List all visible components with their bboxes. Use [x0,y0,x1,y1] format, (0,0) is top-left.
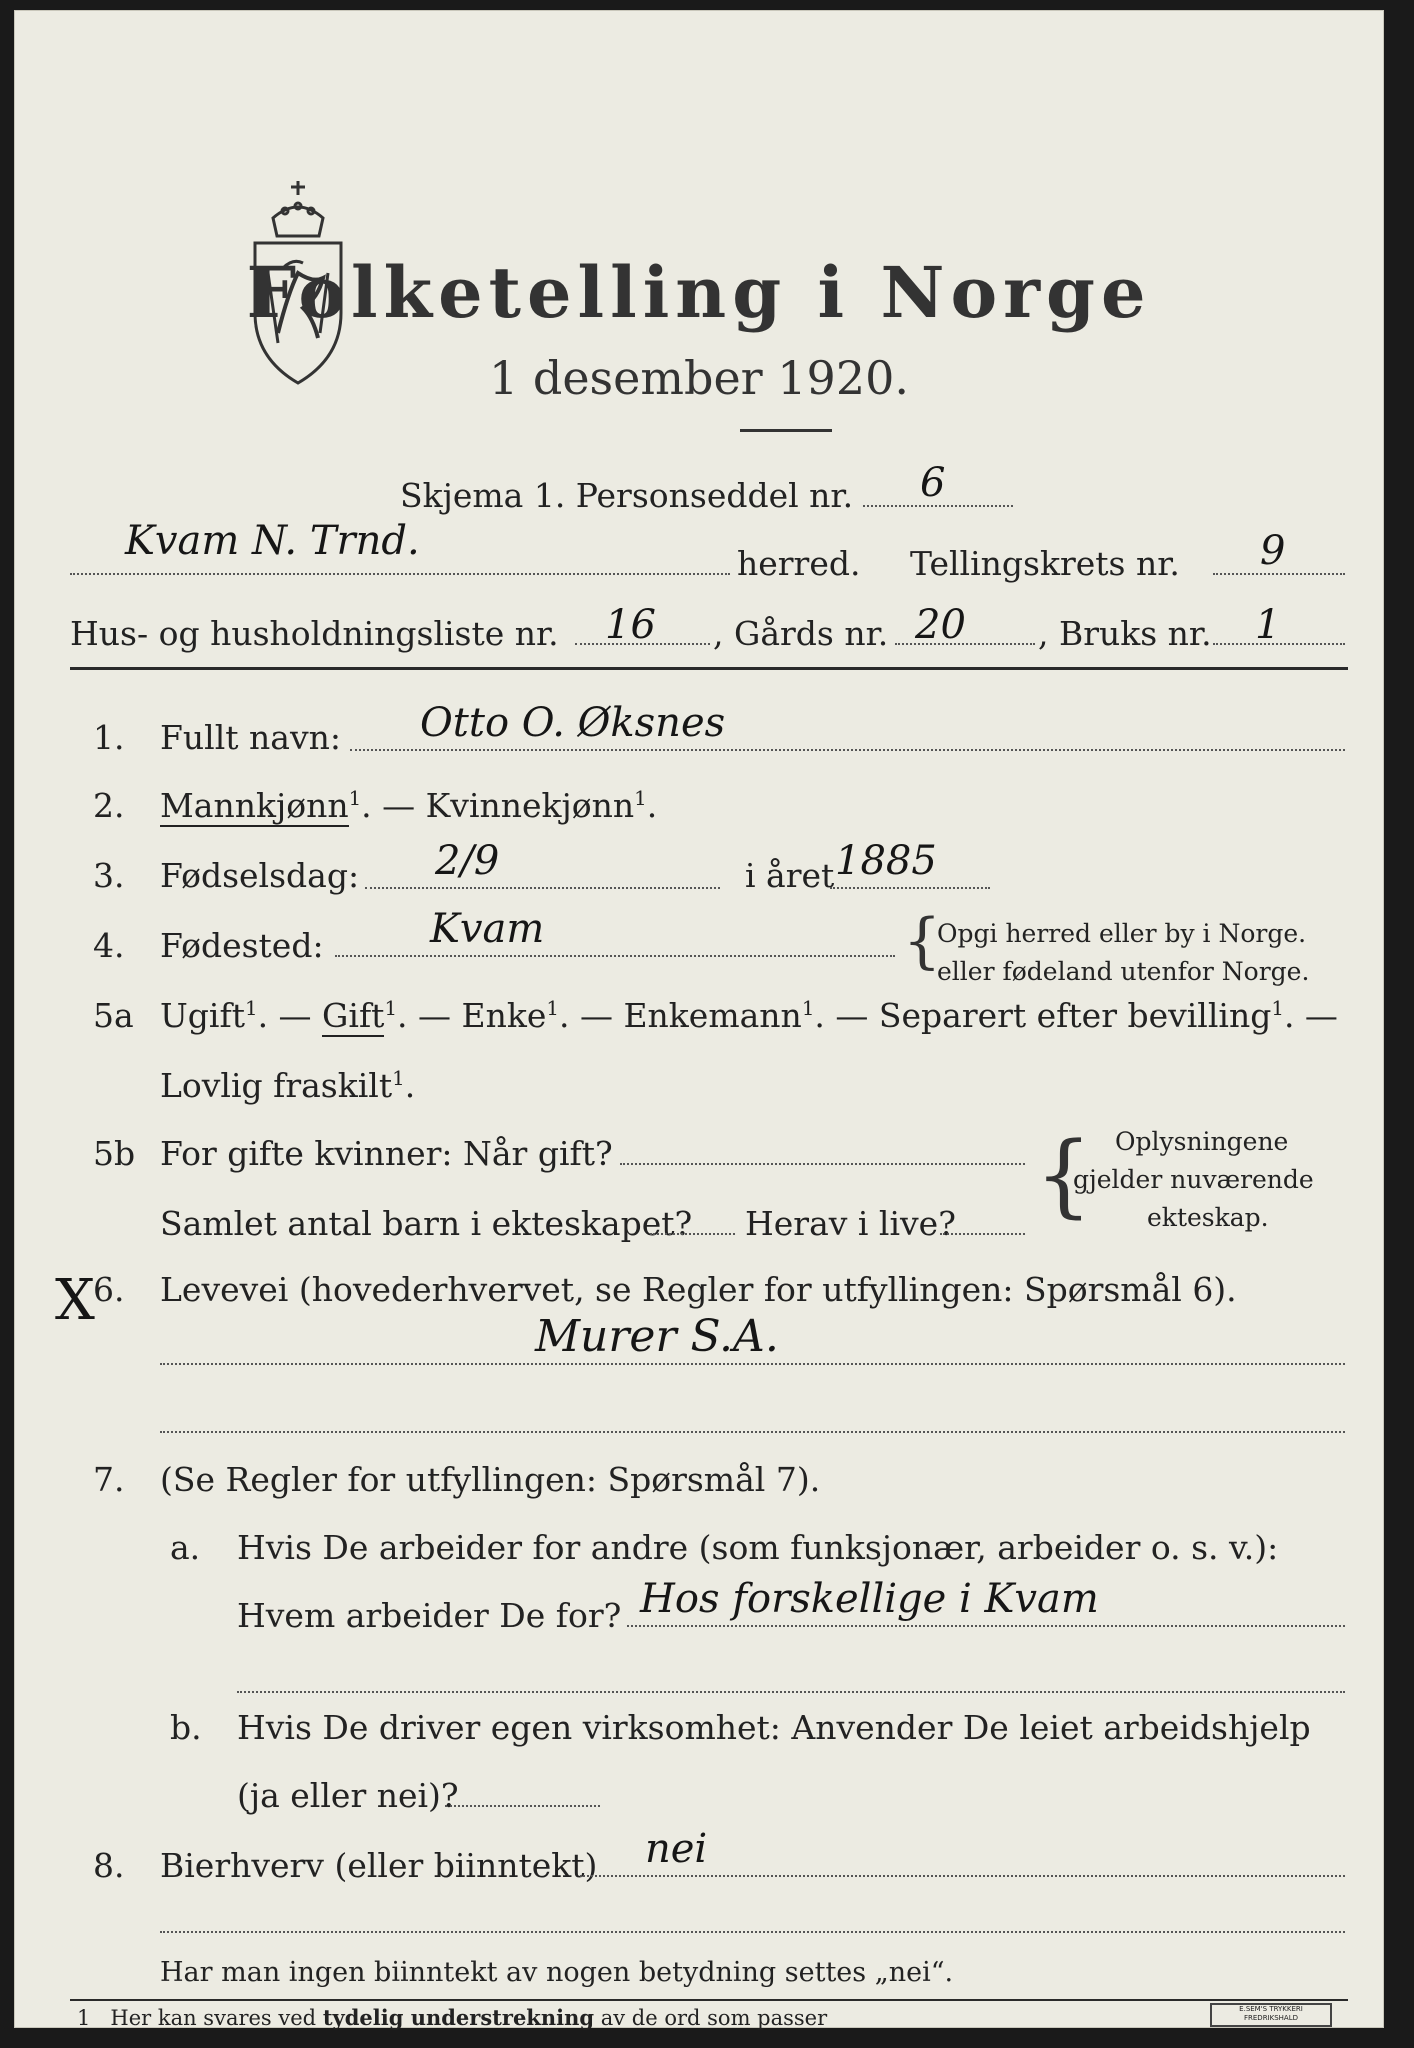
side-income-line [580,1875,1345,1877]
title-divider [740,429,832,432]
gards-label: , Gårds nr. [713,614,889,653]
q2-options: Mannkjønn$^1$. — Kvinnekjønn$^1$. [160,786,658,825]
q7a-label-2: Hvem arbeider De for? [237,1596,622,1635]
birthday-value: 2/9 [435,838,500,884]
q6-number: 6. [93,1270,125,1309]
skjema-label: Skjema 1. Personseddel nr. [400,476,854,515]
q7-number: 7. [93,1460,125,1499]
gards-nr-value: 20 [915,602,966,648]
q5b-note-3: ekteskap. [1147,1203,1269,1232]
enke-option: Enke [461,996,547,1035]
tellingskrets-nr-value: 9 [1260,528,1286,574]
q5a-options-cont: Lovlig fraskilt$^1$. [160,1066,416,1105]
q2-number: 2. [93,786,125,825]
children-line [650,1233,735,1235]
q5a-number: 5a [93,996,134,1035]
tellingskrets-label: Tellingskrets nr. [910,544,1180,583]
full-name-value: Otto O. Øksnes [420,700,726,746]
gift-option: Gift [322,996,385,1035]
side-income-value: nei [645,1826,708,1872]
birth-year-value: 1885 [835,838,937,884]
q1-label: Fullt navn: [160,718,341,757]
occupation-line-1 [160,1363,1345,1365]
employer-value: Hos forskellige i Kvam [640,1576,1099,1622]
husliste-label: Hus- og husholdningsliste nr. [70,614,559,653]
q7b-label-2: (ja eller nei)? [237,1776,459,1815]
employer-line [627,1625,1345,1627]
q5b-note-1: Oplysningene [1115,1127,1289,1156]
side-income-line-2 [160,1931,1345,1933]
q5b-label-2: Samlet antal barn i ekteskapet? [160,1204,693,1243]
header-divider [70,667,1348,670]
fraskilt-option: Lovlig fraskilt [160,1066,393,1105]
q8-label: Bierhverv (eller biinntekt) [160,1846,598,1885]
q5b-label-1: For gifte kvinner: Når gift? [160,1134,613,1173]
q4-label: Fødested: [160,926,324,965]
personseddel-nr-value: 6 [920,460,946,506]
herred-value: Kvam N. Trnd. [125,518,420,564]
footer-note: Har man ingen biinntekt av nogen betydning settes „nei“. [160,1957,954,1988]
married-when-line [620,1163,1025,1165]
herred-line [70,573,730,575]
form-title: Folketelling i Norge [246,251,1152,334]
q6-label: Levevei (hovederhvervet, se Regler for utfyllingen: Spørsmål 6). [160,1270,1237,1309]
occupation-value: Murer S.A. [535,1311,779,1362]
occupation-line-2 [160,1431,1345,1433]
bruks-nr-value: 1 [1255,602,1281,648]
q5b-number: 5b [93,1134,136,1173]
q7b-letter: b. [170,1708,202,1747]
q4-number: 4. [93,926,125,965]
male-option: Mannkjønn [160,786,349,825]
husliste-nr-value: 16 [605,602,656,648]
margin-check-mark: X [55,1268,95,1333]
q7a-label: Hvis De arbeider for andre (som funksjonær, arbeider o. s. v.): [237,1528,1279,1567]
female-option: Kvinnekjønn [425,786,635,825]
q8-number: 8. [93,1846,125,1885]
q7b-label: Hvis De driver egen virksomhet: Anvender De leiet arbeidshjelp [237,1708,1311,1747]
q5b-brace: { [1035,1123,1093,1228]
year-label: i året [745,856,835,895]
q3-number: 3. [93,856,125,895]
hired-help-line [445,1805,600,1807]
q4-brace: { [903,906,942,976]
birthplace-value: Kvam [430,906,545,952]
footer-divider [70,1999,1348,2001]
bruks-label: , Bruks nr. [1038,614,1212,653]
q1-number: 1. [93,718,125,757]
birthday-line [365,887,720,889]
q7-label: (Se Regler for utfyllingen: Spørsmål 7). [160,1460,821,1499]
alive-line [940,1233,1025,1235]
birthplace-line [335,955,895,957]
census-form-sheet [14,10,1384,2028]
q5b-note-2: gjelder nuværende [1073,1165,1314,1194]
q5a-options: Ugift$^1$. — Gift$^1$. — Enke$^1$. — Enkemann$^1$. — Separert efter bevilling$^1$. — [160,996,1338,1035]
q4-note-1: Opgi herred eller by i Norge. [937,919,1307,948]
footnote: 1 Her kan svares ved tydelig understrekning av de ord som passer [77,2005,828,2030]
enkemann-option: Enkemann [623,996,802,1035]
q5b-label-3: Herav i live? [745,1204,956,1243]
census-date: 1 desember 1920. [489,351,909,405]
q3-label: Fødselsdag: [160,856,360,895]
printer-stamp: E.SEM'S TRYKKERI FREDRIKSHALD [1210,2003,1332,2027]
q1-line [350,749,1345,751]
year-line [830,887,990,889]
q7a-letter: a. [170,1528,201,1567]
separert-option: Separert efter bevilling [878,996,1272,1035]
q4-note-2: eller fødeland utenfor Norge. [937,957,1310,986]
employer-line-2 [237,1691,1345,1693]
herred-label: herred. [737,544,861,583]
ugift-option: Ugift [160,996,245,1035]
